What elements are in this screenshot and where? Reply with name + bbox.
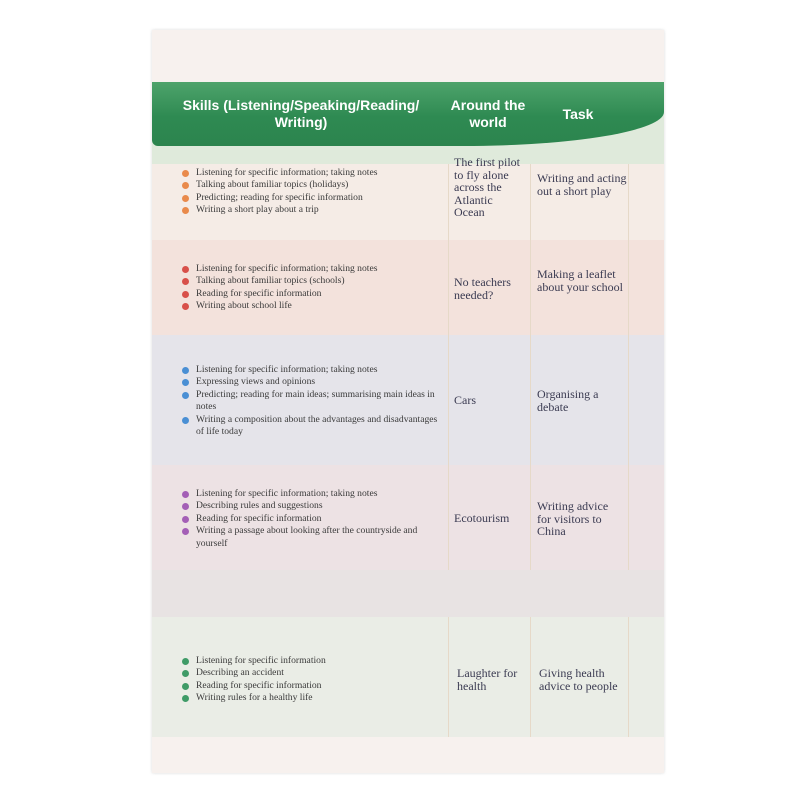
skills-list (182, 167, 444, 217)
bullet-dot (182, 695, 189, 702)
task-cell: Writing advice for visitors to China (537, 499, 609, 538)
list-item: Listening for specific information; taking notes (182, 488, 444, 500)
list-item: Listening for specific information; taking notes (182, 364, 444, 376)
world-cell: Ecotourism (454, 511, 510, 525)
skills-list (182, 488, 444, 550)
list-item: Talking about familiar topics (schools) (182, 275, 444, 287)
bullet-dot (182, 367, 189, 374)
bullet-dot (182, 683, 189, 690)
list-item: Writing rules for a healthy life (182, 692, 444, 704)
list-item: Listening for specific information; taking notes (182, 167, 444, 179)
bullet-dot (182, 491, 189, 498)
header-around-the-world: Around the world (450, 97, 526, 130)
table-row (152, 155, 664, 240)
world-cell: No teachers needed? (454, 275, 511, 302)
list-item: Writing a passage about looking after the countryside and yourself (182, 525, 444, 550)
list-item: Listening for specific information; taking notes (182, 263, 444, 275)
bullet-dot (182, 516, 189, 523)
bullet-dot (182, 291, 189, 298)
list-item: Predicting; reading for main ideas; summarising main ideas in notes (182, 389, 444, 414)
skills-list (182, 263, 444, 313)
header-task: Task (562, 105, 594, 122)
list-item: Writing about school life (182, 300, 444, 312)
world-cell: Laughter for health (457, 666, 518, 693)
bullet-dot (182, 182, 189, 189)
bullet-dot (182, 658, 189, 665)
list-item: Writing a short play about a trip (182, 204, 444, 216)
list-item: Reading for specific information (182, 513, 444, 525)
list-item: Reading for specific information (182, 288, 444, 300)
task-cell: Writing and acting out a short play (537, 171, 627, 198)
bullet-dot (182, 195, 189, 202)
bullet-dot (182, 379, 189, 386)
list-item: Writing a composition about the advantages and disadvantages of life today (182, 414, 444, 439)
bullet-dot (182, 670, 189, 677)
table-row (152, 335, 664, 465)
task-cell: Giving health advice to people (539, 666, 618, 693)
table-row (152, 240, 664, 335)
list-item: Describing an accident (182, 667, 444, 679)
bullet-dot (182, 417, 189, 424)
table-row (152, 465, 664, 570)
list-item: Reading for specific information (182, 680, 444, 692)
task-cell: Organising a debate (537, 387, 599, 414)
list-item: Listening for specific information (182, 655, 444, 667)
world-cell: The first pilot to fly alone across the Atlantic Ocean (454, 155, 520, 219)
list-item: Expressing views and opinions (182, 376, 444, 388)
bullet-dot (182, 207, 189, 214)
bullet-dot (182, 528, 189, 535)
skills-list (182, 364, 444, 438)
bullet-dot (182, 170, 189, 177)
bullet-dot (182, 266, 189, 273)
header-skills: Skills (Listening/Speaking/Reading/ Writing) (182, 97, 420, 130)
table-header (152, 82, 664, 164)
skills-list (182, 655, 444, 705)
bullet-dot (182, 503, 189, 510)
task-cell: Making a leaflet about your school (537, 267, 623, 294)
empty-row (152, 570, 664, 617)
list-item: Talking about familiar topics (holidays) (182, 179, 444, 191)
world-cell: Cars (454, 393, 476, 407)
book-page (152, 30, 664, 773)
bullet-dot (182, 278, 189, 285)
list-item: Predicting; reading for specific information (182, 192, 444, 204)
list-item: Describing rules and suggestions (182, 500, 444, 512)
table-row (152, 617, 664, 737)
bullet-dot (182, 303, 189, 310)
bullet-dot (182, 392, 189, 399)
